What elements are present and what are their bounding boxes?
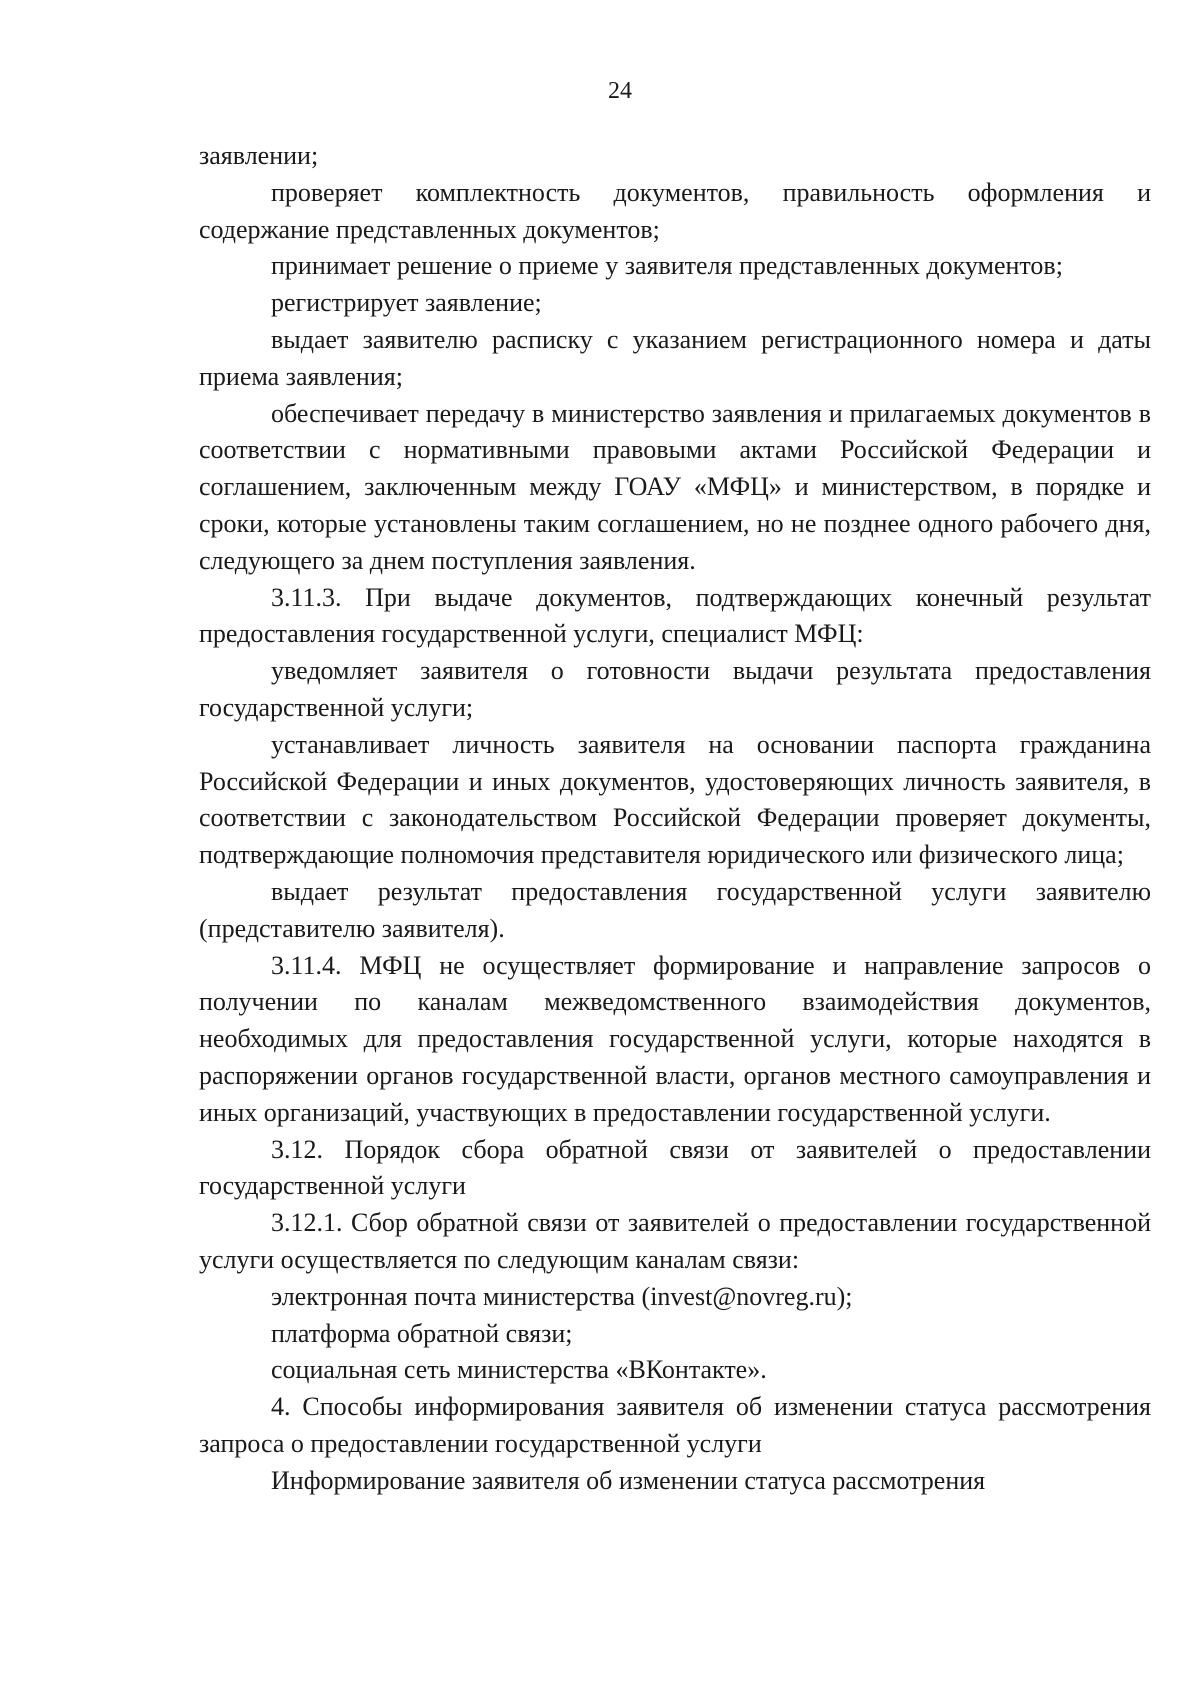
paragraph: выдает заявителю расписку с указанием регистрационного номера и даты приема заявления; — [199, 324, 1151, 391]
paragraph: устанавливает личность заявителя на основании паспорта гражданина Российской Федерации и иных документов, удостоверяющих личность заявителя, в соответствии с законодательством Российской Федерации проверяет документы, подтверждающие полномочия представителя юридического или физического лица; — [199, 729, 1151, 870]
list-item: платформа обратной связи; — [271, 1318, 573, 1348]
list-item: социальная сеть министерства «ВКонтакте». — [271, 1355, 767, 1385]
paragraph: выдает результат предоставления государственной услуги заявителю (представителю заявителя). — [199, 876, 1151, 943]
paragraph: уведомляет заявителя о готовности выдачи результата предоставления государственной услуги; — [199, 656, 1151, 722]
paragraph: обеспечивает передачу в министерство заявления и прилагаемых документов в соответствии с нормативными правовыми актами Российской Федерации и соглашением, заключенным между ГОАУ «МФЦ» и министерством, в порядке и сроки, которые установлены таким соглашением, но не позднее одного рабочего дня, следующего за днем поступления заявления. — [199, 398, 1151, 575]
section-paragraph: 3.11.3. При выдаче документов, подтверждающих конечный результат предоставления государственной услуги, специалист МФЦ: — [199, 582, 1151, 649]
paragraph: проверяет комплектность документов, правильность оформления и содержание представленных документов; — [199, 177, 1151, 244]
section-heading: 3.12. Порядок сбора обратной связи от заявителей о предоставлении государственной услуги — [199, 1134, 1151, 1201]
paragraph: заявлении; — [199, 141, 319, 170]
paragraph: Информирование заявителя об изменении статуса рассмотрения — [271, 1465, 986, 1495]
section-heading: 4. Способы информирования заявителя об изменении статуса рассмотрения запроса о предоставлении государственной услуги — [199, 1392, 1151, 1458]
section-paragraph: 3.12.1. Сбор обратной связи от заявителей о предоставлении государственной услуги осуществляется по следующим каналам связи: — [199, 1208, 1151, 1274]
page-number: 24 — [608, 78, 632, 104]
document-body — [199, 138, 1151, 1499]
paragraph: принимает решение о приеме у заявителя представленных документов; — [271, 251, 1063, 281]
section-paragraph: 3.11.4. МФЦ не осуществляет формирование и направление запросов о получении по каналам межведомственного взаимодействия документов, необходимых для предоставления государственной услуги, которые находятся в распоряжении органов государственной власти, органов местного самоуправления и иных организаций, участвующих в предоставлении государственной услуги. — [199, 950, 1151, 1127]
paragraph: регистрирует заявление; — [271, 288, 542, 318]
list-item: электронная почта министерства (invest@novreg.ru); — [271, 1281, 853, 1311]
